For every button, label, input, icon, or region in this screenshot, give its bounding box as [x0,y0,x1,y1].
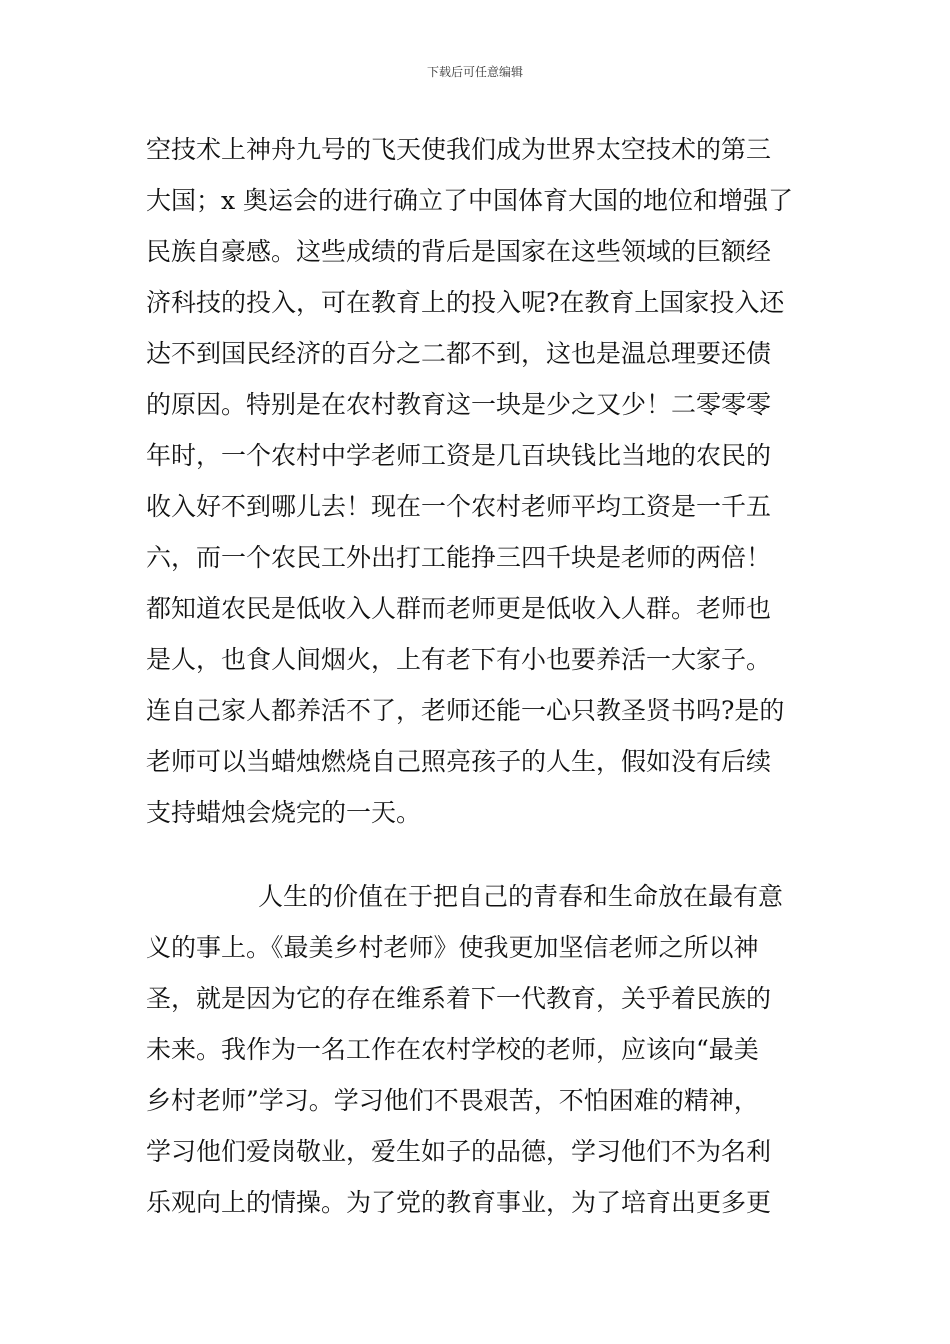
text-line: 民族自豪感。这些成绩的背后是国家在这些领域的巨额经 [146,237,772,266]
text-line: 义的事上。《最美乡村老师》使我更加坚信老师之所以神 [146,933,759,962]
text-line: 空技术上神舟九号的飞天使我们成为世界太空技术的第三 [146,135,772,164]
text-line-indented: 人生的价值在于把自己的青春和生命放在最有意 [258,882,784,911]
text-line: 学习他们爱岗敬业，爱生如子的品德，学习他们不为名利 [146,1137,772,1166]
text-line: 达不到国民经济的百分之二都不到，这也是温总理要还债 [146,339,772,368]
text-line: 的原因。特别是在农村教育这一块是少之又少！二零零零 [146,390,772,419]
text-line: 济科技的投入，可在教育上的投入呢?在教育上国家投入还 [146,288,785,317]
text-line: 六，而一个农民工外出打工能挣三四千块是老师的两倍！ [146,543,772,572]
text-line: 圣，就是因为它的存在维系着下一代教育，关乎着民族的 [146,984,772,1013]
text-line: 连自己家人都养活不了，老师还能一心只教圣贤书吗?是的 [146,696,785,725]
text-line: 乐观向上的情操。为了党的教育事业，为了培育出更多更 [146,1188,772,1217]
text-line: 老师可以当蜡烛燃烧自己照亮孩子的人生，假如没有后续 [146,747,772,776]
text-line: 都知道农民是低收入人群而老师更是低收入人群。老师也 [146,594,772,623]
text-line: 支持蜡烛会烧完的一天。 [146,798,422,827]
text-line: 乡村老师”学习。学习他们不畏艰苦，不怕困难的精神， [146,1086,759,1115]
text-line: 大国；x 奥运会的进行确立了中国体育大国的地位和增强了 [146,186,794,215]
paragraph-2 [146,871,816,1228]
text-line: 是人，也食人间烟火，上有老下有小也要养活一大家子。 [146,645,772,674]
page-header: 下载后可任意编辑 [426,65,523,79]
paragraph-1 [146,124,816,838]
text-line: 未来。我作为一名工作在农村学校的老师，应该向“最美 [146,1035,759,1064]
text-line: 收入好不到哪儿去！现在一个农村老师平均工资是一千五 [146,492,772,521]
text-line: 年时，一个农村中学老师工资是几百块钱比当地的农民的 [146,441,772,470]
